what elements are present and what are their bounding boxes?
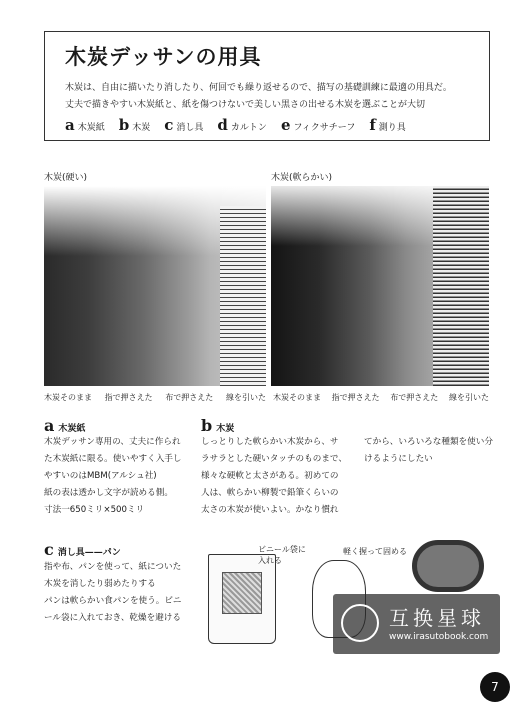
bread-illustration — [222, 572, 262, 614]
swatch-title-soft: 木炭(軟らかい) — [271, 173, 333, 183]
tool-letter: b — [118, 116, 130, 134]
section-b-text — [201, 434, 347, 519]
section-label: 木炭紙 — [58, 424, 86, 434]
text-line: た木炭紙に限る。使いやすく入手し — [44, 454, 182, 464]
text-line: 紙の表は透かし文字が読める側。 — [44, 488, 173, 498]
tool-letter: d — [217, 116, 228, 134]
swatch-label: 指で押さえた — [104, 393, 153, 402]
text-line: パンは軟らかい食パンを使う。ビニ — [44, 596, 182, 606]
text-line: ラサラとした硬いタッチのものまで、 — [201, 454, 347, 464]
watermark — [333, 594, 500, 654]
swatch-title-hard: 木炭(硬い) — [44, 173, 88, 183]
text-line: てから、いろいろな種類を使い分 — [364, 437, 493, 447]
swatch-label: 指で押さえた — [331, 393, 380, 402]
watermark-text: 互换星球 — [389, 606, 485, 630]
tool-letter: e — [280, 116, 291, 134]
tool-label: 木炭紙 — [77, 123, 105, 133]
text-line: 木炭デッサン専用の、丈夫に作られ — [44, 437, 181, 447]
tools-list — [65, 116, 485, 134]
text-line: 様々な硬軟と太さがある。初めての — [201, 471, 339, 481]
tool-letter: f — [369, 116, 376, 134]
page-title: 木炭デッサンの用具 — [65, 45, 262, 69]
tool-letter: a — [65, 116, 75, 134]
planet-logo-icon — [341, 604, 379, 642]
swatch-labels-soft — [273, 392, 489, 403]
text-line: しっとりした軟らかい木炭から、サ — [201, 437, 339, 447]
text-line: 寸法一650ミリ×500ミリ — [44, 505, 145, 515]
swatch-label: 布で押さえた — [165, 393, 214, 402]
bag-label-line: 入れる — [258, 556, 282, 565]
tool-item — [281, 116, 355, 134]
swatch-label: 木炭そのまま — [44, 393, 92, 402]
section-b-heading — [201, 416, 234, 435]
section-a-text — [44, 434, 182, 519]
charcoal-swatch-soft — [271, 186, 489, 386]
kneaded-eraser-illustration — [412, 540, 484, 592]
watermark-url: www.irasutobook.com — [389, 632, 489, 642]
section-b-text-col2 — [364, 434, 493, 468]
swatch-label: 線を引いた — [225, 393, 266, 402]
text-line: やすいのはMBM(アルシュ社) — [44, 471, 157, 481]
tool-label: 木炭 — [132, 123, 151, 133]
charcoal-swatch-hard — [44, 186, 266, 386]
text-line: 指や布、パンを使って、紙についた — [44, 562, 182, 572]
header-box — [44, 31, 490, 141]
tool-item — [369, 116, 405, 134]
page-number-badge: 7 — [480, 672, 510, 702]
section-letter: c — [44, 540, 54, 559]
bag-label-line: ビニール袋に — [258, 545, 306, 554]
swatch-label: 布で押さえた — [390, 393, 439, 402]
section-letter: b — [201, 416, 213, 435]
section-letter: a — [44, 416, 55, 435]
text-line: 太さの木炭が使いよい。かなり慣れ — [201, 505, 339, 515]
tool-label: フィクサチーフ — [293, 123, 356, 133]
bag-label — [258, 544, 306, 566]
tool-label: 測り具 — [378, 123, 406, 133]
tool-item — [164, 116, 203, 134]
section-c-text — [44, 559, 182, 627]
tool-label: 消し具 — [176, 123, 204, 133]
section-c-heading — [44, 540, 121, 559]
text-line: 木炭を消したり弱めたりする — [44, 579, 156, 589]
section-a-heading — [44, 416, 85, 435]
section-label: 消し具——パン — [57, 548, 121, 558]
text-line: けるようにしたい — [364, 454, 433, 464]
section-label: 木炭 — [216, 424, 235, 434]
knead-label: 軽く握って固める — [343, 547, 407, 556]
tool-item — [65, 116, 105, 134]
swatch-label: 線を引いた — [448, 393, 489, 402]
tool-label: カルトン — [230, 123, 267, 133]
intro-line: 丈夫で描きやすい木炭紙と、紙を傷つけないで美しい黒さの出せる木炭を選ぶことが大切 — [65, 100, 426, 110]
tool-letter: c — [164, 116, 174, 134]
text-line: 人は、軟らかい柳製で鉛筆くらいの — [201, 488, 339, 498]
intro-text — [65, 80, 475, 114]
swatch-label: 木炭そのまま — [273, 393, 321, 402]
tool-item — [217, 116, 267, 134]
text-line: ール袋に入れておき、乾燥を避ける — [44, 613, 181, 623]
tool-item — [119, 116, 151, 134]
swatch-labels-hard — [44, 392, 266, 403]
intro-line: 木炭は、自由に描いたり消したり、何回でも繰り返せるので、描写の基礎訓練に最適の用具だ。 — [65, 83, 452, 93]
